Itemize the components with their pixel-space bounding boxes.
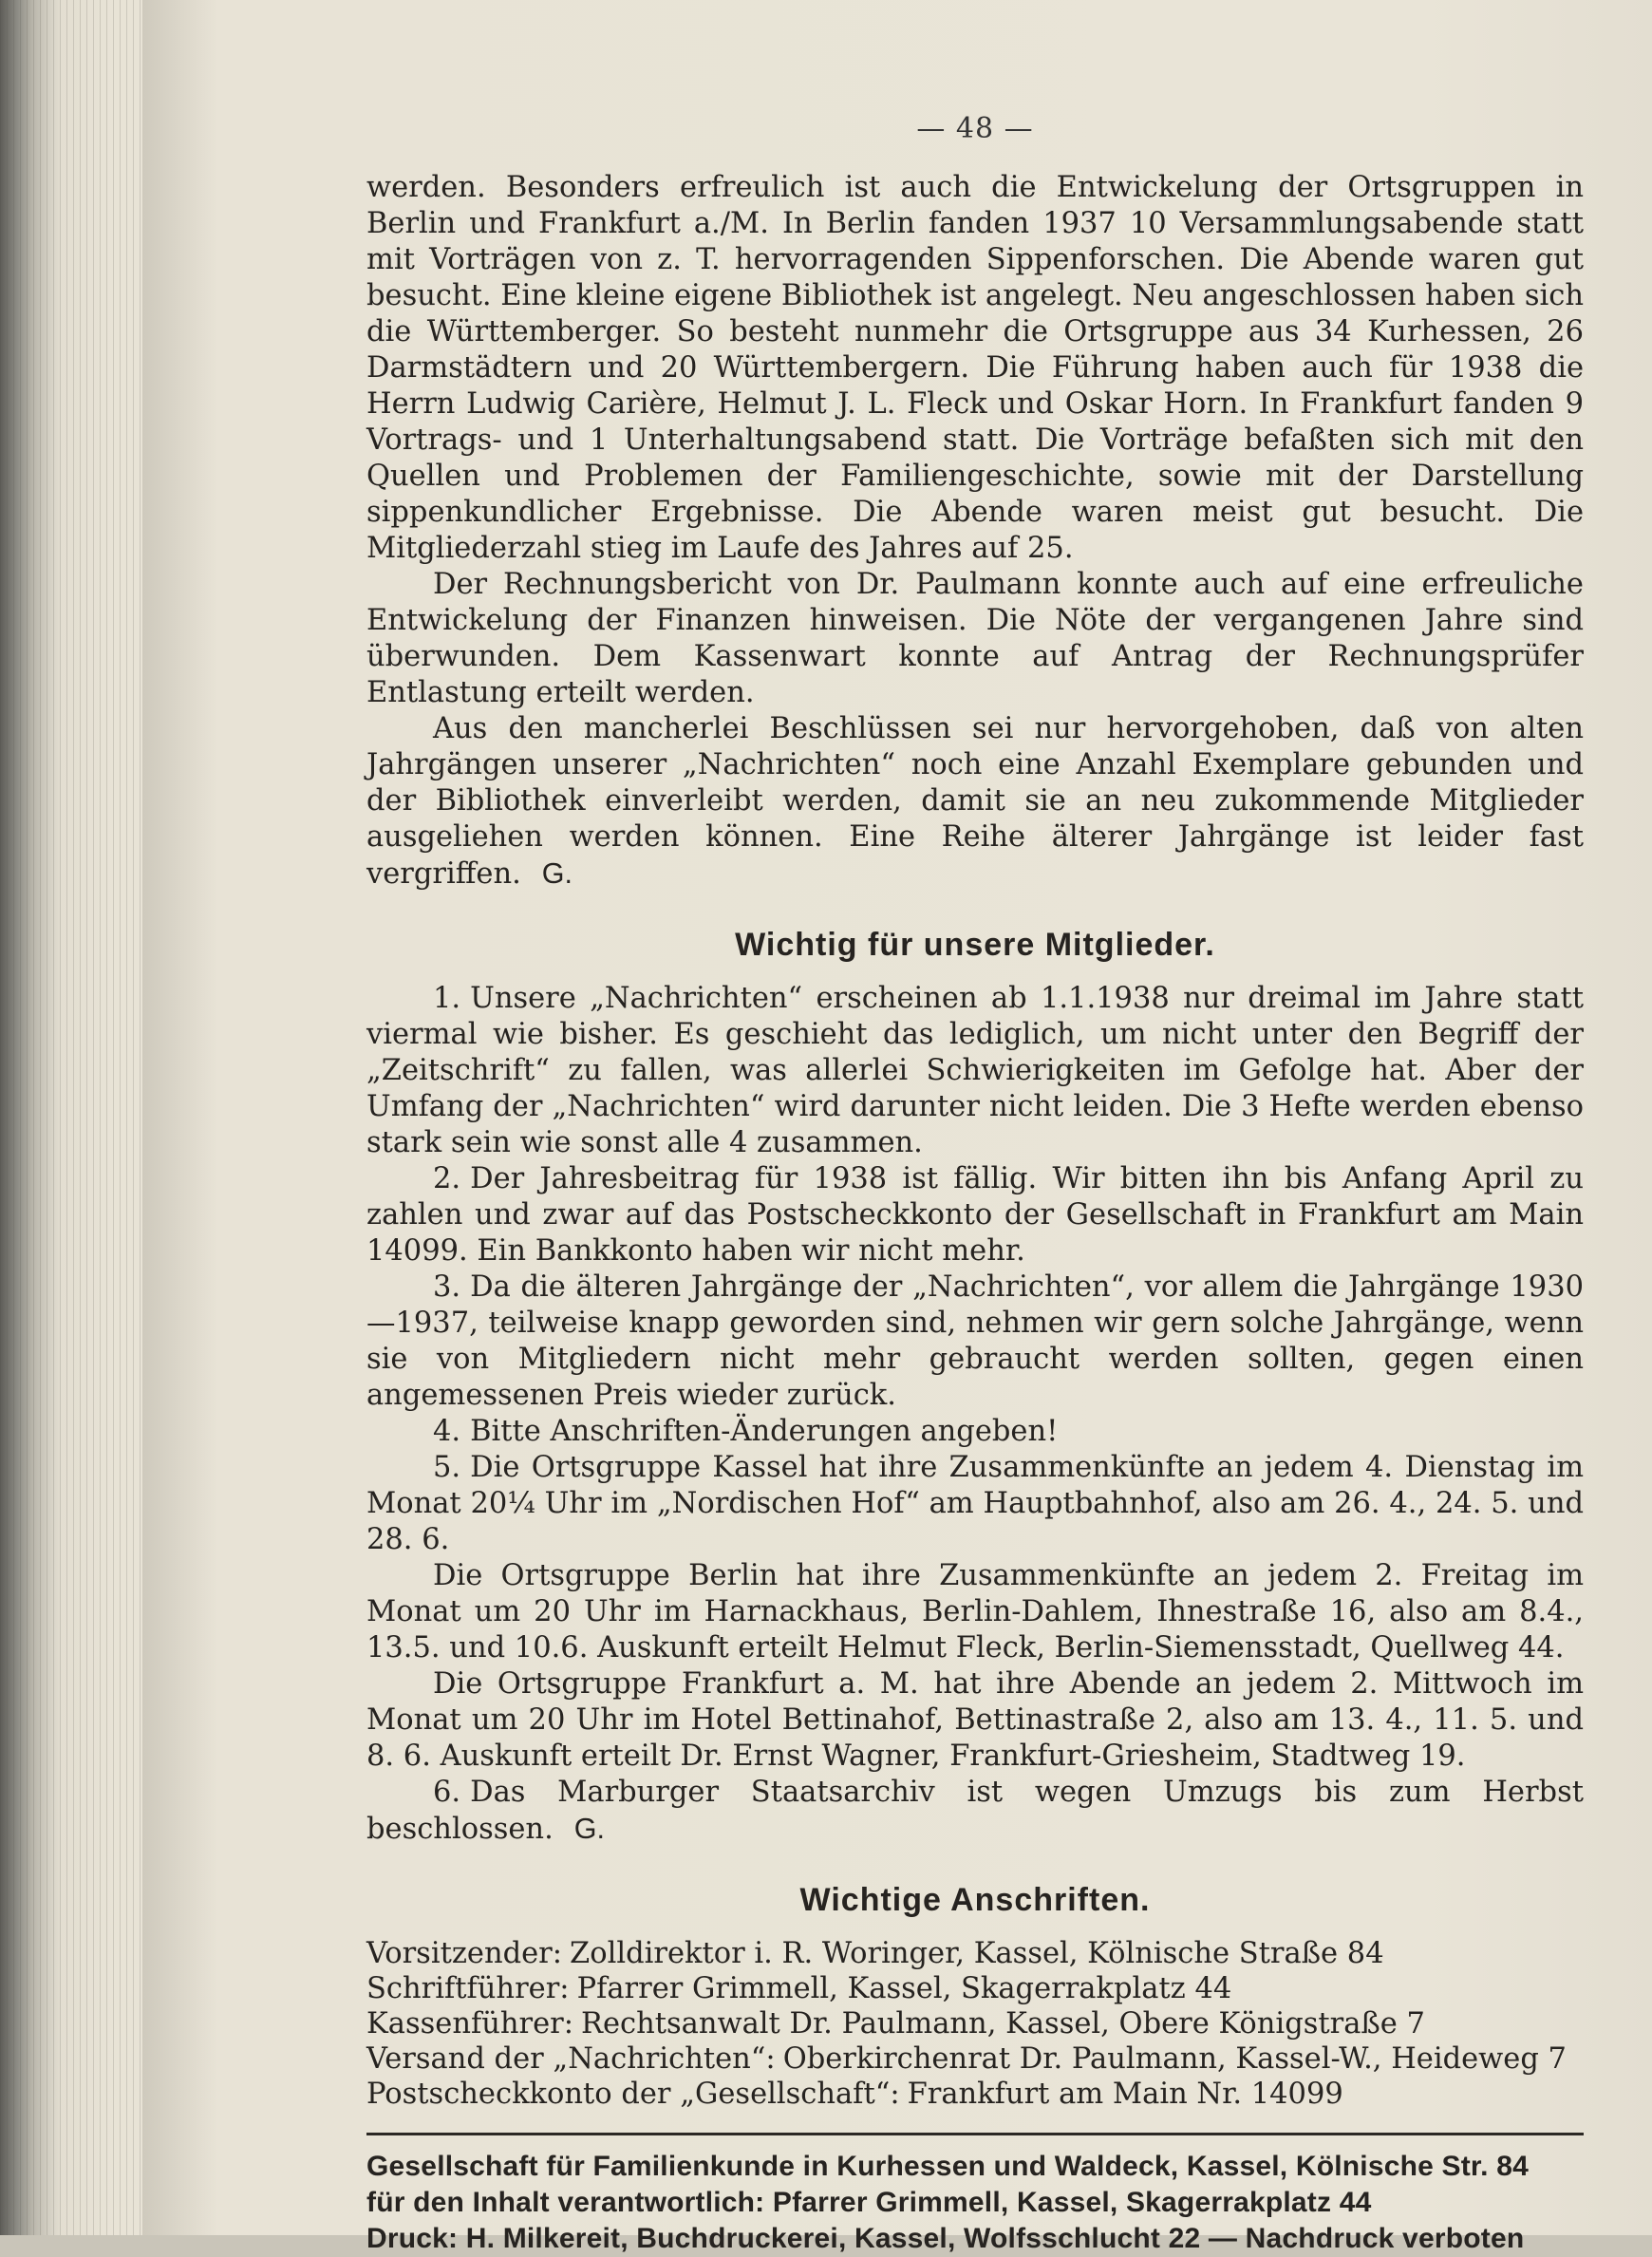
notice-item-number: 3. — [433, 1270, 461, 1304]
address-label: Vorsitzender: — [366, 1937, 563, 1970]
imprint-line: für den Inhalt verantwortlich: Pfarrer Grimmell, Kassel, Skagerrakplatz 44 — [366, 2187, 1372, 2218]
addresses-section — [366, 1882, 1584, 2112]
notice-item-text: Die Ortsgruppe Kassel hat ihre Zusammenkünfte an jedem 4. Dienstag im Monat 20¼ Uhr im „Nordischen Hof“ am Hauptbahnhof, also am 26. 4., 24. 5. und 28. 6. — [366, 1451, 1584, 1556]
page-edge-stack — [0, 0, 142, 2235]
notice-item-number: 4. — [433, 1415, 461, 1448]
notice-item-number: 5. — [433, 1451, 461, 1484]
notice-item-number: 6. — [433, 1776, 461, 1809]
address-entry — [366, 2077, 1584, 2112]
address-entry — [366, 2041, 1584, 2077]
imprint-footer — [366, 2149, 1584, 2257]
address-entry — [366, 1936, 1584, 1971]
report-paragraph: werden. Besonders erfreulich ist auch die Entwickelung der Ortsgruppen in Berlin und Frankfurt a./M. In Berlin fanden 1937 10 Versammlungsabende statt mit Vorträgen von z. T. hervorragenden Sippenforschen. Die Abende waren gut besucht. Eine kleine eigene Bibliothek ist angelegt. Neu angeschlossen haben sich die Württemberger. So besteht nunmehr die Ortsgruppe aus 34 Kurhessen, 26 Darmstädtern und 20 Württembergern. Die Führung haben auch für 1938 die Herrn Ludwig Carière, Helmut J. L. Fleck und Oskar Horn. In Frankfurt fanden 9 Vortrags- und 1 Unterhaltungsabend statt. Die Vorträge befaßten sich mit den Quellen und Problemen der Familiengeschichte, sowie mit der Darstellung sippenkundlicher Ergebnisse. Die Abende waren meist gut besucht. Die Mitgliederzahl stieg im Laufe des Jahres auf 25. — [366, 171, 1584, 565]
notice-item — [366, 1270, 1584, 1414]
notice-item — [366, 1775, 1584, 1848]
address-value: Oberkirchenrat Dr. Paulmann, Kassel-W., Heideweg 7 — [782, 2042, 1567, 2076]
notice-signature: G. — [573, 1813, 605, 1845]
members-notice-heading: Wichtig für unsere Mitglieder. — [735, 927, 1215, 963]
address-entry — [366, 2006, 1584, 2041]
address-value: Pfarrer Grimmell, Kassel, Skagerrakplatz 44 — [576, 1972, 1232, 2005]
address-label: Kassenführer: — [366, 2007, 574, 2041]
footer-divider — [366, 2133, 1584, 2135]
address-label: Versand der „Nachrichten“: — [366, 2042, 776, 2076]
page-content — [366, 112, 1584, 2257]
report-signature: G. — [541, 857, 573, 890]
notice-item — [366, 1414, 1584, 1450]
notice-item — [366, 981, 1584, 1161]
address-value: Zolldirektor i. R. Woringer, Kassel, Kölnische Straße 84 — [570, 1937, 1384, 1970]
notice-item-text: Bitte Anschriften-Änderungen angeben! — [470, 1415, 1059, 1448]
members-notice-section — [366, 927, 1584, 1848]
notice-item-text: Unsere „Nachrichten“ erscheinen ab 1.1.1938 nur dreimal im Jahre statt viermal wie bisher. Es geschieht das lediglich, um nicht unter den Begriff der „Zeitschrift“ zu fallen, was allerlei Schwierigkeiten im Gefolge hat. Aber der Umfang der „Nachrichten“ wird darunter nicht leiden. Die 3 Hefte werden ebenso stark sein wie sonst alle 4 zusammen. — [366, 982, 1584, 1159]
address-label: Postscheckkonto der „Gesellschaft“: — [366, 2078, 900, 2111]
notice-item-text: Die Ortsgruppe Frankfurt a. M. hat ihre Abende an jedem 2. Mittwoch im Monat um 20 Uhr im Hotel Bettinahof, Bettinastraße 2, also am 13. 4., 11. 5. und 8. 6. Auskunft erteilt Dr. Ernst Wagner, Frankfurt-Griesheim, Stadtweg 19. — [366, 1667, 1584, 1773]
notice-item — [366, 1450, 1584, 1558]
notice-item — [366, 1666, 1584, 1775]
imprint-line: Gesellschaft für Familienkunde in Kurhessen und Waldeck, Kassel, Kölnische Str. 84 — [366, 2151, 1529, 2182]
address-label: Schriftführer: — [366, 1972, 570, 2005]
notice-item — [366, 1161, 1584, 1270]
address-entry — [366, 1971, 1584, 2006]
annual-report-section — [366, 170, 1584, 893]
imprint-line: Druck: H. Milkereit, Buchdruckerei, Kassel, Wolfsschlucht 22 — Nachdruck verboten — [366, 2223, 1525, 2254]
notice-item-number: 1. — [433, 982, 461, 1015]
addresses-heading: Wichtige Anschriften. — [799, 1882, 1151, 1918]
report-paragraph-text: Aus den mancherlei Beschlüssen sei nur hervorgehoben, daß von alten Jahrgängen unserer „Nachrichten“ noch eine Anzahl Exemplare gebunden und der Bibliothek einverleibt werden, damit sie an neu zukommende Mitglieder ausgeliehen werden können. Eine Reihe älterer Jahrgänge ist leider fast vergriffen. — [366, 712, 1584, 891]
notice-item — [366, 1558, 1584, 1666]
notice-item-text: Die Ortsgruppe Berlin hat ihre Zusammenkünfte an jedem 2. Freitag im Monat um 20 Uhr im Harnackhaus, Berlin-Dahlem, Ihnestraße 16, also am 8.4., 13.5. und 10.6. Auskunft erteilt Helmut Fleck, Berlin-Siemensstadt, Quellweg 44. — [366, 1559, 1584, 1665]
notice-item-number: 2. — [433, 1162, 461, 1195]
gutter-shadow — [142, 0, 218, 2235]
address-value: Rechtsanwalt Dr. Paulmann, Kassel, Obere Königstraße 7 — [581, 2007, 1425, 2041]
page-number: — 48 — — [916, 112, 1034, 145]
notice-item-text: Der Jahresbeitrag für 1938 ist fällig. Wir bitten ihn bis Anfang April zu zahlen und zwar auf das Postscheckkonto der Gesellschaft in Frankfurt am Main 14099. Ein Bankkonto haben wir nicht mehr. — [366, 1162, 1584, 1268]
report-paragraph — [366, 711, 1584, 893]
address-value: Frankfurt am Main Nr. 14099 — [907, 2078, 1343, 2111]
notice-item-text: Da die älteren Jahrgänge der „Nachrichten“, vor allem die Jahrgänge 1930—1937, teilweise knapp geworden sind, nehmen wir gern solche Jahrgänge, wenn sie von Mitgliedern nicht mehr gebraucht werden sollten, gegen einen angemessenen Preis wieder zurück. — [366, 1270, 1584, 1412]
report-paragraph: Der Rechnungsbericht von Dr. Paulmann konnte auch auf eine erfreuliche Entwickelung der Finanzen hinweisen. Die Nöte der vergangenen Jahre sind überwunden. Dem Kassenwart konnte auf Antrag der Rechnungsprüfer Entlastung erteilt werden. — [366, 568, 1584, 709]
notice-item-text: Das Marburger Staatsarchiv ist wegen Umzugs bis zum Herbst beschlossen. — [366, 1776, 1584, 1846]
